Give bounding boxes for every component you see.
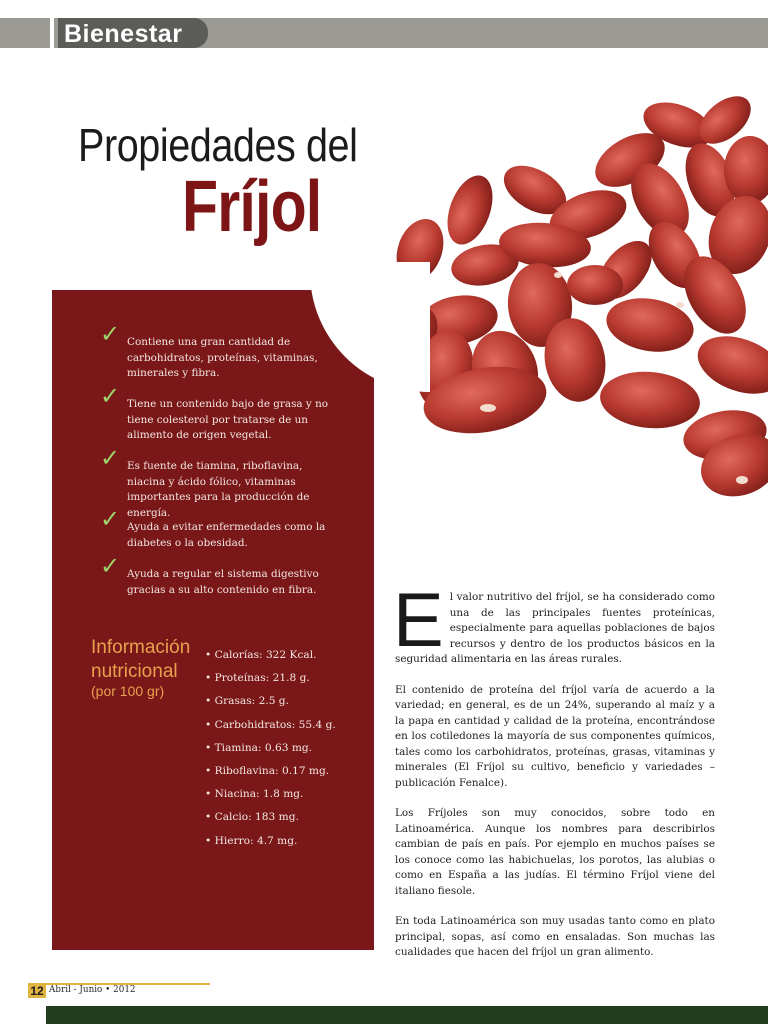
nutrition-list	[205, 648, 336, 857]
nutrition-item: • Proteínas: 21.8 g.	[205, 672, 310, 685]
article-paragraph: Los Fríjoles son muy conocidos, sobre todo en Latinoamérica. Aunque los nombres para describirlos cambian de país en país. Por ejemplo en muchos países se los conoce como las habichuelas, los porotos, las alubias o como en España a las judías. El término Fríjol viene del italiano fiesole.	[395, 807, 715, 897]
nutrition-item: • Grasas: 2.5 g.	[205, 695, 289, 708]
benefit-text: Contiene una gran cantidad de carbohidratos, proteínas, vitaminas, minerales y fibra.	[127, 336, 318, 380]
title-line-2: Fríjol	[182, 167, 322, 247]
article-paragraph	[393, 578, 715, 668]
bottom-band	[46, 1006, 768, 1024]
nutrition-title-line-2: nutricional	[91, 661, 178, 682]
article-paragraph: En toda Latinoamérica son muy usadas tanto como en plato principal, sopas, así como en ensaladas. Son muchas las cualidades que hacen del fríjol un gran alimento.	[395, 915, 715, 958]
benefit-text: Tiene un contenido bajo de grasa y no tiene colesterol por tratarse de un alimento de origen vegetal.	[127, 398, 329, 442]
nutrition-item: • Niacina: 1.8 mg.	[205, 788, 304, 801]
checkmark-icon: ✓	[100, 320, 121, 348]
nutrition-item: • Carbohidratos: 55.4 g.	[205, 718, 336, 731]
nutrition-subtitle: (por 100 gr)	[91, 683, 165, 699]
nutrition-title	[91, 636, 190, 684]
section-tab	[58, 18, 208, 48]
checkmark-icon: ✓	[100, 505, 121, 533]
nutrition-item: • Calorías: 322 Kcal.	[205, 649, 317, 661]
benefit-text: Es fuente de tiamina, riboflavina, niacina y ácido fólico, vitaminas importantes para la producción de energía.	[127, 460, 310, 519]
nutrition-item: • Calcio: 183 mg.	[205, 811, 299, 824]
article-paragraph-text: l valor nutritivo del fríjol, se ha considerado como una de las principales fuentes proteínicas, especialmente para aquellas poblaciones de bajos recursos y dentro de los productos básicos en la seguridad alimentaria en las áreas rurales.	[395, 591, 715, 665]
page-number: 12	[28, 984, 46, 998]
checkmark-icon: ✓	[100, 444, 121, 472]
title-line-1: Propiedades del	[78, 119, 358, 171]
checkmark-icon: ✓	[100, 552, 121, 580]
issue-date: Abril - Junio • 2012	[49, 985, 136, 995]
section-divider	[50, 18, 54, 48]
nutrition-item: • Riboflavina: 0.17 mg.	[205, 764, 330, 777]
article-body	[393, 578, 715, 976]
nutrition-item: • Tiamina: 0.63 mg.	[205, 741, 313, 754]
nutrition-item: • Hierro: 4.7 mg.	[205, 834, 298, 847]
benefit-text: Ayuda a evitar enfermedades como la diabetes o la obesidad.	[127, 521, 326, 549]
drop-cap: E	[393, 578, 444, 663]
benefit-text: Ayuda a regular el sistema digestivo gracias a su alto contenido en fibra.	[127, 568, 319, 596]
nutrition-title-line-1: Información	[91, 637, 191, 658]
article-paragraph: El contenido de proteína del fríjol varía de acuerdo a la variedad; en general, es de un 24%, superando al maíz y a la papa en cantidad y calidad de la proteína, encontrándose en los cotiledones la mayoría de sus componentes químicos, tales como los carbohidratos, proteínas, grasas, vitaminas y minerales (El Fríjol su cultivo, beneficio y variedades – publicación Fenalce).	[395, 683, 715, 789]
section-label: Bienestar	[64, 20, 183, 48]
checkmark-icon: ✓	[100, 382, 121, 410]
